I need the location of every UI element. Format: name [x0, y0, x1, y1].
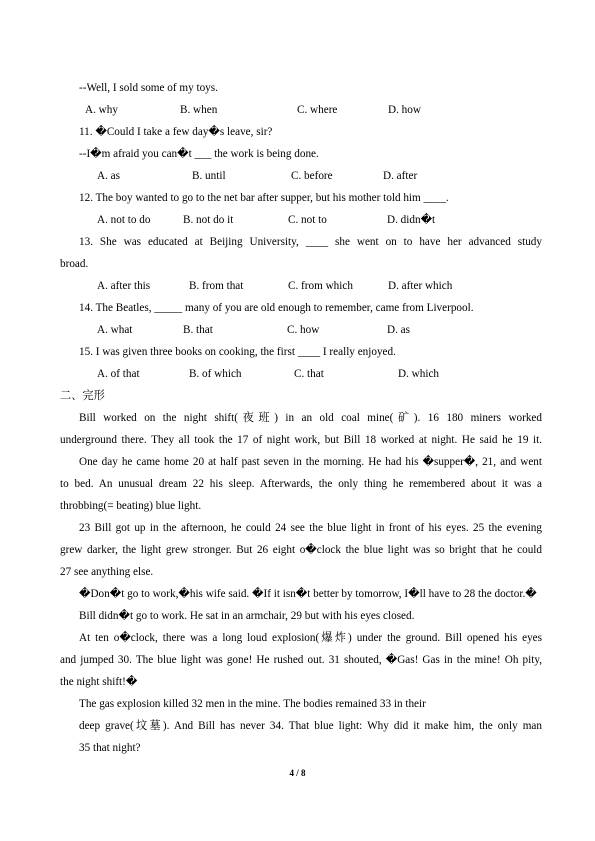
page-number: 4 / 8 — [289, 768, 306, 778]
option-d: D. as — [387, 324, 410, 336]
option-c: C. where — [297, 104, 338, 116]
option-a: A. what — [97, 324, 133, 336]
option-d: D. how — [388, 104, 421, 116]
passage-line: Bill didn�t go to work. He sat in an armchair, 29 but with his eyes closed. — [79, 610, 415, 622]
option-a: A. of that — [97, 368, 140, 380]
passage-line: Bill worked on the night shift(夜班) in an old coal mine(矿). 16 180 miners worked — [79, 412, 542, 424]
option-b: B. not do it — [183, 214, 234, 226]
option-d: D. after — [383, 170, 418, 182]
option-a: A. not to do — [97, 214, 151, 226]
question-15: 15. I was given three books on cooking, the first ____ I really enjoyed. — [79, 346, 396, 358]
option-d: D. which — [398, 368, 440, 380]
option-b: B. when — [180, 104, 218, 116]
dialogue-line: --Well, I sold some of my toys. — [79, 82, 218, 94]
passage-line: At ten o�clock, there was a long loud explosion(爆炸) under the ground. Bill opened his eyes — [79, 632, 542, 644]
option-b: B. of which — [189, 368, 242, 380]
question-11: 11. �Could I take a few day�s leave, sir? — [79, 126, 273, 138]
question-14: 14. The Beatles, _____ many of you are old enough to remember, came from Liverpool. — [79, 302, 474, 314]
option-b: B. from that — [189, 280, 244, 292]
option-d: D. after which — [388, 280, 453, 292]
option-c: C. from which — [288, 280, 353, 292]
passage-line: throbbing(= beating) blue light. — [60, 500, 202, 512]
passage-line: 27 see anything else. — [60, 566, 154, 578]
question-12: 12. The boy wanted to go to the net bar after supper, but his mother told him ____. — [79, 192, 449, 204]
option-c: C. not to — [288, 214, 327, 226]
option-a: A. why — [85, 104, 118, 116]
passage-line: The gas explosion killed 32 men in the mine. The bodies remained 33 in their — [79, 698, 426, 710]
passage-line: grew darker, the light grew stronger. But 26 eight o�clock the blue light was so bright that he could — [60, 544, 542, 556]
option-b: B. that — [183, 324, 213, 336]
option-c: C. how — [287, 324, 320, 336]
passage-line: underground there. They all took the 17 of night work, but Bill 18 worked at night. He said he 19 it. — [60, 434, 542, 446]
question-13-continued: broad. — [60, 258, 89, 270]
option-a: A. after this — [97, 280, 151, 292]
option-c: C. that — [294, 368, 324, 380]
option-d: D. didn�t — [387, 214, 436, 226]
passage-line: 35 that night? — [79, 742, 141, 754]
passage-line: 23 Bill got up in the afternoon, he could 24 see the blue light in front of his eyes. 25 the evening — [79, 522, 542, 534]
passage-line: the night shift!� — [60, 676, 138, 688]
question-11-response: --I�m afraid you can�t ___ the work is being done. — [79, 148, 319, 160]
option-a: A. as — [97, 170, 120, 182]
option-b: B. until — [192, 170, 226, 182]
passage-line: �Don�t go to work,�his wife said. �If it isn�t better by tomorrow, I�ll have to 28 the doctor.� — [79, 588, 537, 600]
section-heading: 二、完形 — [60, 390, 105, 402]
passage-line: to bed. An unusual dream 22 his sleep. Afterwards, the only thing he remembered about it was a — [60, 478, 542, 490]
passage-line: One day he came home 20 at half past seven in the morning. He had his �supper�, 21, and went — [79, 456, 542, 468]
passage-line: deep grave(坟墓). And Bill has never 34. That blue light: Why did it make him, the only man — [79, 720, 542, 732]
passage-line: and jumped 30. The blue light was gone! He rushed out. 31 shouted, �Gas! Gas in the mine! Oh pity, — [60, 654, 542, 666]
question-13: 13. She was educated at Beijing University, ____ she went on to have her advanced study — [79, 236, 542, 248]
option-c: C. before — [291, 170, 333, 182]
